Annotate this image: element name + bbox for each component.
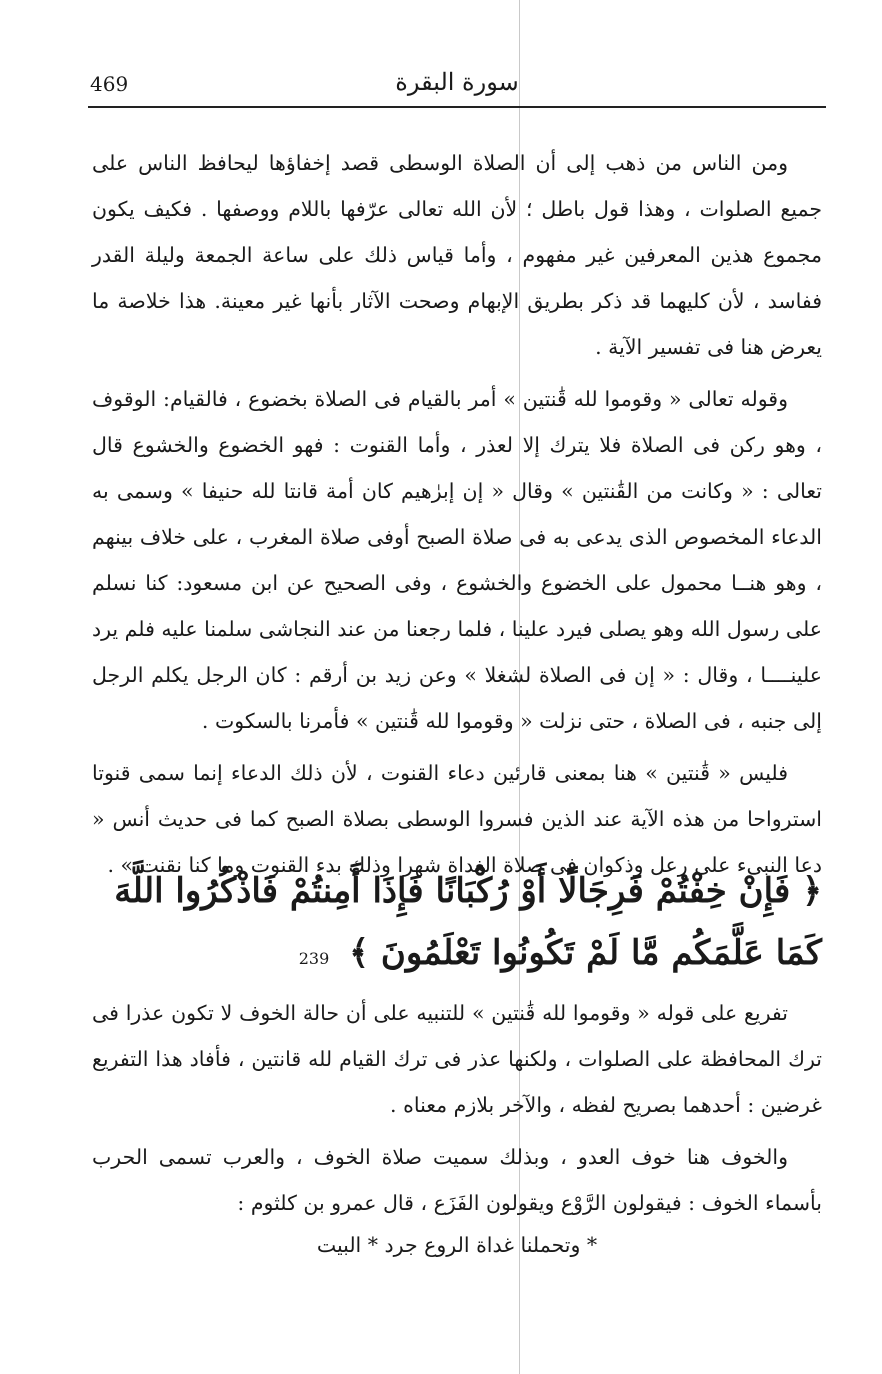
paragraph-4: تفريع على قوله « وقوموا لله قَٰنتين » للتنبيه على أن حالة الخوف لا تكون عذرا فى ترك المحافظة على الصلوات ، ولكنها عذر فى ترك القيام لله قانتين ، فأفاد هذا التفريع غرضين : أحدهما بصريح لفظه ، والآخر بلازم معناه .	[92, 1001, 822, 1117]
paragraph-3: فليس « قَٰنتين » هنا بمعنى قارئين دعاء القنوت ، لأن ذلك الدعاء إنما سمى قنوتا استرواحا من هذه الآية عند الذين فسروا الوسطى بصلاة الصبح كما فى حديث أنس « دعا النبىء على رعل وذكوان فى صلاة الغداة شهرا وذلك بدء القنوت وما كنا نقنت » .	[92, 761, 822, 877]
running-title: سورة البقرة	[395, 68, 519, 96]
paragraph-1: ومن الناس من ذهب إلى أن الصلاة الوسطى قصد إخفاؤها ليحافظ الناس على جميع الصلوات ، وهذا قول باطل ؛ لأن الله تعالى عرّفها باللام ووصفها . فكيف يكون مجموع هذين المعرفين غير مفهوم ، وأما قياس ذلك على ساعة الجمعة وليلة القدر ففاسد ، لأن كليهما قد ذكر بطريق الإبهام وصحت الآثار بأنها غير معينة. هذا خلاصة ما يعرض هنا فى تفسير الآية .	[92, 151, 822, 359]
quran-verse	[92, 860, 822, 990]
page-number: 469	[90, 72, 129, 96]
verse-text: ﴿ فَإِنْ خِفْتُمْ فَرِجَالًا أَوْ رُكْبَانًا فَإِذَا أَمِنتُمْ فَاذْكُرُوا اللَّهَ كَمَا عَلَّمَكُم مَّا لَمْ تَكُونُوا تَعْلَمُونَ ﴾	[114, 871, 822, 973]
paragraph-2: وقوله تعالى « وقوموا لله قَٰنتين » أمر بالقيام فى الصلاة بخضوع ، فالقيام: الوقوف ، وهو ركن فى الصلاة فلا يترك إلا لعذر ، وأما القنوت : فهو الخضوع والخشوع قال تعالى : « وكانت من القَٰنتين » وقال « إن إبرٰهيم كان أمة قانتا لله حنيفا » وسمى به الدعاء المخصوص الذى يدعى به فى صلاة الصبح أوفى صلاة المغرب ، على خلاف بينهم ، وهو هنــا محمول على الخضوع والخشوع ، وفى الصحيح عن ابن مسعود: كنا نسلم على رسول الله وهو يصلى فيرد علينا ، فلما رجعنا من عند النجاشى سلمنا عليه فلم يرد علينــــا ، وقال : « إن فى الصلاة لشغلا » وعن زيد بن أرقم : كان الرجل يكلم الرجل إلى جنبه ، فى الصلاة ، حتى نزلت « وقوموا لله قَٰنتين » فأمرنا بالسكوت .	[91, 387, 822, 733]
page-header	[88, 66, 826, 108]
commentary-text-2	[92, 990, 822, 1226]
commentary-text	[92, 140, 822, 888]
paragraph-5: والخوف هنا خوف العدو ، وبذلك سميت صلاة الخوف ، والعرب تسمى الحرب بأسماء الخوف : فيقولون الرَّوْع ويقولون الفَزَع ، قال عمرو بن كلثوم :	[92, 1145, 822, 1215]
verse-number: 239	[298, 949, 330, 968]
poetry-line: * وتحملنا غداة الروع جرد * البيت	[316, 1233, 598, 1257]
